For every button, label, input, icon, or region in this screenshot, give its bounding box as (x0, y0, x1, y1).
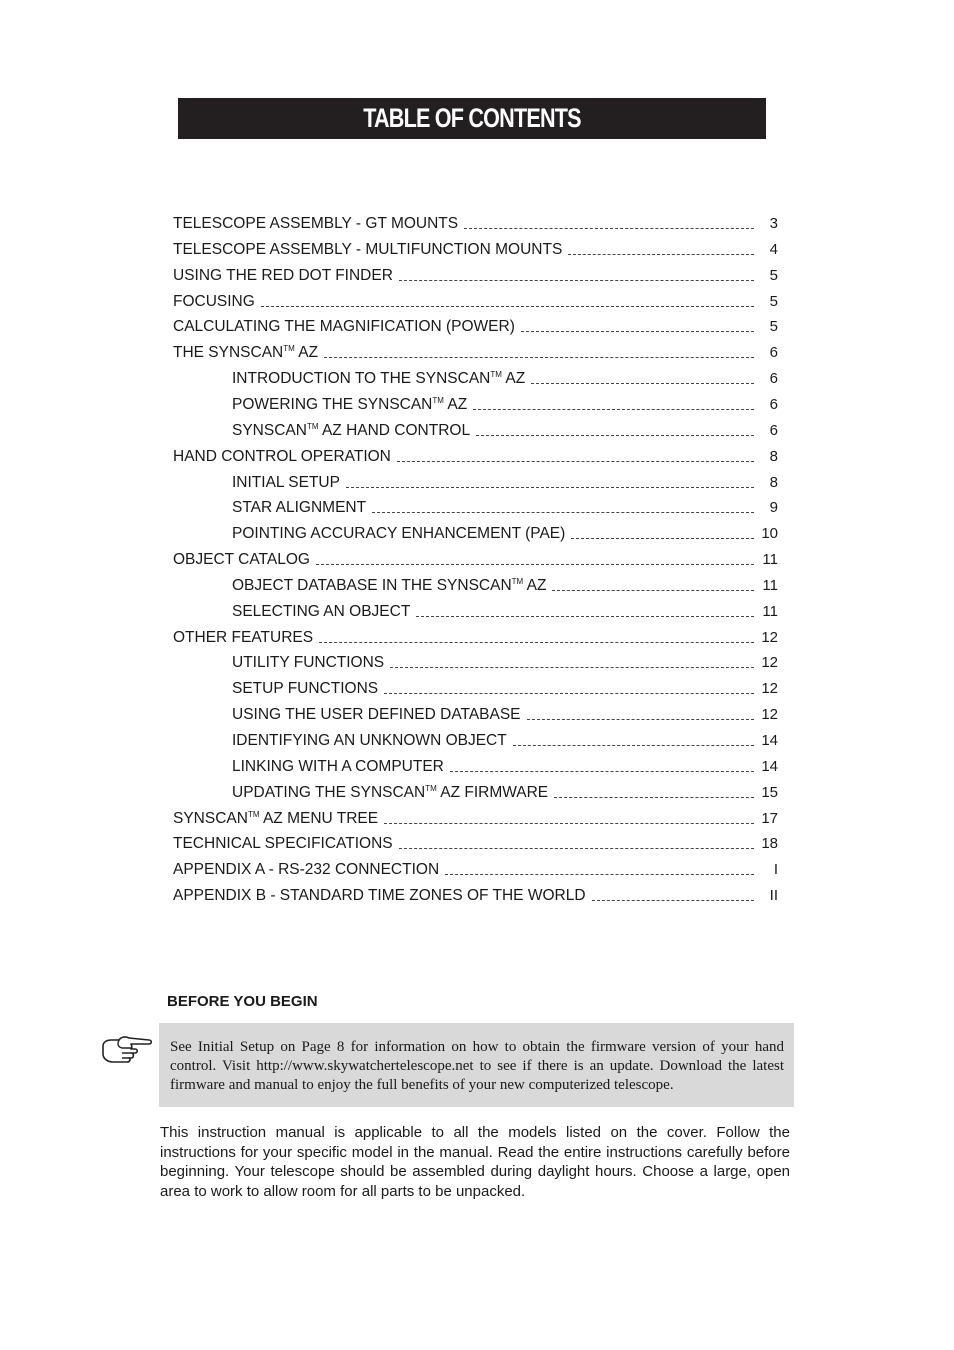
toc-entry-page: 12 (761, 629, 778, 646)
toc-entry-title: INITIAL SETUP (232, 474, 340, 491)
toc-entry-title: OBJECT CATALOG (173, 551, 310, 568)
intro-paragraph: This instruction manual is applicable to all the models listed on the cover. Follow the instructions for your specific model in the manual. Read the entire instructions carefully before beginning. Your telescope should be assembled during daylight hours. Choose a large, open area to work to allow room for all parts to be unpacked. (160, 1124, 790, 1200)
toc-entry-page: 11 (762, 577, 778, 594)
toc-entry-title: USING THE RED DOT FINDER (173, 267, 393, 284)
toc-entry-title: TELESCOPE ASSEMBLY - GT MOUNTS (173, 215, 459, 232)
toc-entry-title: UPDATING THE SYNSCAN™ AZ FIRMWARE (232, 784, 549, 801)
toc-entry-page: 3 (769, 215, 778, 232)
toc-entry-page: 14 (761, 732, 778, 749)
toc-entry (173, 344, 778, 362)
toc-entry-page: 8 (769, 474, 778, 491)
toc-leader-dots (324, 357, 754, 358)
toc-leader-dots (531, 383, 754, 384)
pointing-hand-icon (101, 1034, 153, 1064)
toc-entry-title: APPENDIX B - STANDARD TIME ZONES OF THE WORLD (173, 887, 586, 904)
toc-entry-title: CALCULATING THE MAGNIFICATION (POWER) (173, 318, 515, 335)
toc-entry (173, 215, 778, 233)
toc-entry-title: LINKING WITH A COMPUTER (232, 758, 444, 775)
toc-entry (173, 835, 778, 853)
toc-entry-page: 5 (769, 318, 778, 335)
note-box (159, 1023, 794, 1107)
toc-leader-dots (568, 254, 754, 255)
toc-entry-page: 5 (769, 293, 778, 310)
toc-entry-page: 11 (762, 551, 778, 568)
toc-entry-title: TECHNICAL SPECIFICATIONS (173, 835, 393, 852)
toc-leader-dots (399, 280, 754, 281)
toc-entry (232, 784, 778, 802)
toc-leader-dots (450, 771, 754, 772)
toc-entry-title: UTILITY FUNCTIONS (232, 654, 385, 671)
toc-entry-page: 6 (769, 396, 778, 413)
toc-leader-dots (571, 538, 754, 539)
toc-leader-dots (445, 874, 754, 875)
toc-entry (173, 810, 778, 828)
toc-entry-title: INTRODUCTION TO THE SYNSCAN™ AZ (232, 370, 526, 387)
toc-entry (232, 577, 778, 595)
toc-leader-dots (416, 616, 754, 617)
toc-entry-page: 14 (761, 758, 778, 775)
toc-leader-dots (513, 745, 754, 746)
toc-entry (232, 370, 778, 388)
toc-entry-page: 18 (761, 835, 778, 852)
toc-entry-page: 6 (769, 422, 778, 439)
toc-leader-dots (316, 564, 754, 565)
toc-leader-dots (384, 823, 754, 824)
toc-entry-page: 12 (761, 680, 778, 697)
before-you-begin-heading: BEFORE YOU BEGIN (167, 993, 318, 1010)
toc-entry-title: POINTING ACCURACY ENHANCEMENT (PAE) (232, 525, 566, 542)
toc-leader-dots (372, 512, 754, 513)
toc-entry-page: 12 (761, 706, 778, 723)
toc-entry-title: TELESCOPE ASSEMBLY - MULTIFUNCTION MOUNTS (173, 241, 563, 258)
toc-entry (173, 448, 778, 466)
toc-entry (173, 629, 778, 647)
toc-entry-page: 9 (769, 499, 778, 516)
toc-leader-dots (390, 667, 754, 668)
toc-entry-title: OTHER FEATURES (173, 629, 314, 646)
toc-leader-dots (397, 461, 754, 462)
page-title: TABLE OF CONTENTS (363, 103, 581, 133)
toc-title-bar (178, 98, 766, 139)
toc-entry-page: I (773, 861, 778, 878)
toc-entry-page: 5 (769, 267, 778, 284)
toc-entry-page: 15 (761, 784, 778, 801)
toc-leader-dots (319, 642, 754, 643)
toc-entry (232, 396, 778, 414)
toc-entry (173, 318, 778, 336)
toc-entry-page: 8 (769, 448, 778, 465)
toc-entry-title: SYNSCAN™ AZ HAND CONTROL (232, 422, 471, 439)
toc-entry (232, 474, 778, 492)
toc-entry-page: 6 (769, 370, 778, 387)
toc-entry-title: OBJECT DATABASE IN THE SYNSCAN™ AZ (232, 577, 547, 594)
toc-entry-title: FOCUSING (173, 293, 255, 310)
toc-entry (232, 706, 778, 724)
toc-entry-title: SYNSCAN™ AZ MENU TREE (173, 810, 379, 827)
toc-leader-dots (527, 719, 754, 720)
toc-entry-title: SELECTING AN OBJECT (232, 603, 411, 620)
toc-entry-title: SETUP FUNCTIONS (232, 680, 379, 697)
toc-entry-page: 4 (769, 241, 778, 258)
note-text: See Initial Setup on Page 8 for information on how to obtain the firmware version of your hand control. Visit http://www.skywatchertelescope.net to see if there is an update. Download the latest firmware and manual to enjoy the full benefits of your new computerized telescope. (170, 1039, 784, 1093)
toc-entry-title: APPENDIX A - RS-232 CONNECTION (173, 861, 440, 878)
toc-entry (232, 499, 778, 517)
toc-entry-page: 11 (762, 603, 778, 620)
toc-leader-dots (384, 693, 754, 694)
toc-entry (232, 758, 778, 776)
toc-entry-title: USING THE USER DEFINED DATABASE (232, 706, 521, 723)
toc-leader-dots (399, 848, 754, 849)
toc-entry-page: 10 (761, 525, 778, 542)
toc-entry (173, 241, 778, 259)
toc-leader-dots (476, 435, 754, 436)
toc-entry (173, 887, 778, 905)
toc-entry-title: THE SYNSCAN™ AZ (173, 344, 319, 361)
toc-entry-page: 12 (761, 654, 778, 671)
toc-entry (232, 680, 778, 698)
toc-leader-dots (554, 797, 754, 798)
toc-leader-dots (346, 487, 754, 488)
toc-entry (173, 267, 778, 285)
toc-entry (173, 551, 778, 569)
toc-entry-title: POWERING THE SYNSCAN™ AZ (232, 396, 468, 413)
toc-entry-page: 17 (761, 810, 778, 827)
toc-entry-page: 6 (769, 344, 778, 361)
toc-leader-dots (592, 900, 754, 901)
toc-leader-dots (261, 306, 754, 307)
toc-entry (232, 654, 778, 672)
toc-entry-title: HAND CONTROL OPERATION (173, 448, 391, 465)
toc-entry-page: II (769, 887, 778, 904)
toc-entry (232, 603, 778, 621)
toc-leader-dots (473, 409, 754, 410)
toc-entry (232, 422, 778, 440)
toc-leader-dots (521, 331, 754, 332)
toc-leader-dots (464, 228, 754, 229)
toc-entry (173, 293, 778, 311)
toc-entry (232, 732, 778, 750)
toc-entry-title: STAR ALIGNMENT (232, 499, 367, 516)
toc-entry-title: IDENTIFYING AN UNKNOWN OBJECT (232, 732, 507, 749)
toc-entry (232, 525, 778, 543)
toc-leader-dots (552, 590, 754, 591)
toc-entry (173, 861, 778, 879)
